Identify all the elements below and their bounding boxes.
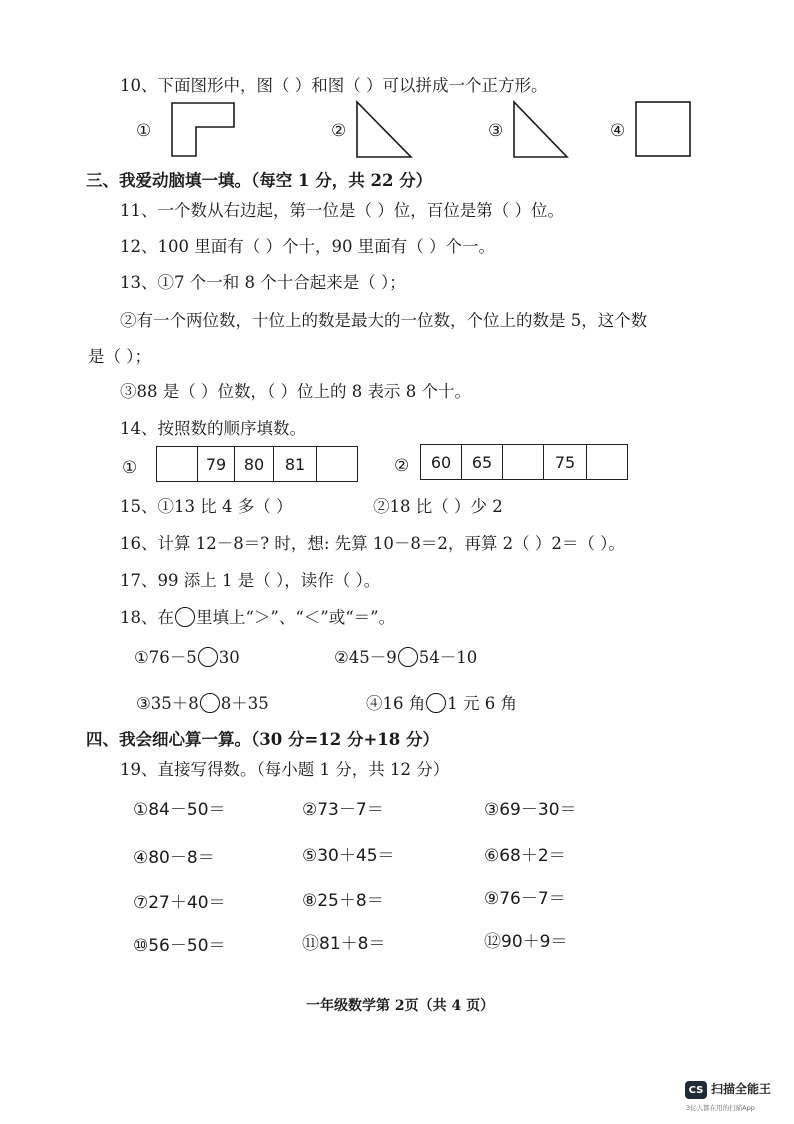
q10-marker-4: ④ [610, 121, 626, 141]
compare-circle[interactable] [200, 693, 220, 713]
q18-item-right: 1 元 6 角 [447, 694, 517, 713]
l-shape-icon [170, 101, 238, 159]
q18-item-3 [136, 693, 269, 715]
calc-item-8: ⑧25＋8＝ [302, 891, 384, 911]
sequence-cell: 81 [274, 447, 317, 481]
calc-item-7: ⑦27＋40＝ [133, 893, 226, 913]
calc-item-6: ⑥68＋2＝ [484, 846, 566, 866]
q13-part2-line2: 是（ ）； [88, 347, 151, 366]
q13-part1: 13、①7 个一和 8 个十合起来是（ ）； [120, 273, 406, 292]
q18-item-left: ①76－5 [134, 648, 197, 667]
sequence-cell[interactable] [587, 445, 627, 479]
q10-text: 10、下面图形中，图（ ）和图（ ）可以拼成一个正方形。 [120, 76, 548, 95]
q14-text: 14、按照数的顺序填数。 [120, 419, 306, 438]
q10-marker-1: ① [136, 121, 152, 141]
q13-part2-line1: ②有一个两位数，十位上的数是最大的一位数，个位上的数是 5，这个数 [120, 311, 648, 330]
calc-item-5: ⑤30＋45＝ [302, 846, 395, 866]
calc-item-1: ①84－50＝ [133, 800, 226, 820]
q18-item-4 [366, 693, 517, 715]
right-triangle-icon [512, 100, 572, 160]
q18-text [120, 607, 395, 629]
calc-item-3: ③69－30＝ [484, 800, 577, 820]
sequence-cell: 80 [235, 447, 274, 481]
q19-text: 19、直接写得数。（每小题 1 分，共 12 分） [120, 760, 450, 779]
q18-item-2 [334, 647, 477, 669]
number-sequence-1 [156, 446, 358, 482]
calc-item-9: ⑨76－7＝ [484, 889, 566, 909]
calc-item-4: ④80－8＝ [133, 848, 215, 868]
q18-item-right: 8＋35 [220, 694, 269, 713]
q18-item-1 [134, 647, 240, 669]
q15-part1: 15、①13 比 4 多（ ） [120, 497, 293, 516]
compare-circle[interactable] [198, 647, 218, 667]
calc-item-11: ⑪81＋8＝ [302, 934, 386, 954]
q13-part3: ③88 是（ ）位数，（ ）位上的 8 表示 8 个十。 [120, 382, 471, 401]
q10-marker-2: ② [331, 121, 347, 141]
q18-item-left: ④16 角 [366, 694, 426, 713]
camscanner-logo-icon: CS [685, 1081, 707, 1099]
sequence-cell[interactable] [157, 447, 198, 481]
section-3-heading: 三、我爱动脑填一填。（每空 1 分，共 22 分） [86, 171, 433, 190]
calc-item-10: ⑩56－50＝ [133, 936, 226, 956]
q10-marker-3: ③ [488, 121, 504, 141]
calc-item-2: ②73－7＝ [302, 800, 384, 820]
q18-item-right: 54－10 [418, 648, 478, 667]
sequence-cell: 79 [198, 447, 235, 481]
q17-text: 17、99 添上 1 是（ ），读作（ ）。 [120, 571, 381, 590]
q14-marker-1: ① [122, 458, 138, 478]
sequence-cell[interactable] [317, 447, 357, 481]
q12-text: 12、100 里面有（ ）个十，90 里面有（ ）个一。 [120, 237, 495, 256]
right-triangle-icon [355, 100, 425, 160]
q18-item-left: ②45－9 [334, 648, 397, 667]
q11-text: 11、一个数从右边起，第一位是（ ）位，百位是第（ ）位。 [120, 201, 564, 220]
watermark-subtitle: 3亿人都在用的扫描App [686, 1104, 755, 1112]
number-sequence-2 [420, 444, 628, 480]
q18-text-before: 18、在 [120, 608, 174, 627]
compare-circle[interactable] [426, 693, 446, 713]
compare-circle[interactable] [398, 647, 418, 667]
q16-text: 16、计算 12－8＝? 时，想: 先算 10－8＝2，再算 2（ ）2＝（ ）。 [120, 534, 625, 553]
q18-text-after: 里填上“＞”、“＜”或“＝”。 [196, 608, 396, 627]
q18-item-left: ③35＋8 [136, 694, 199, 713]
q18-item-right: 30 [218, 648, 240, 667]
sequence-cell: 65 [462, 445, 503, 479]
sequence-cell[interactable] [503, 445, 544, 479]
circle-blank-icon [175, 607, 195, 627]
sequence-cell: 60 [421, 445, 462, 479]
sequence-cell: 75 [544, 445, 587, 479]
calc-item-12: ⑫90＋9＝ [484, 932, 568, 952]
page-footer: 一年级数学第 2页（共 4 页） [306, 998, 495, 1014]
watermark-name: 扫描全能王 [711, 1082, 772, 1096]
q15-part2: ②18 比（ ）少 2 [373, 497, 503, 516]
q14-marker-2: ② [394, 456, 410, 476]
square-icon [634, 100, 694, 160]
section-4-heading: 四、我会细心算一算。（30 分=12 分+18 分） [86, 730, 440, 749]
